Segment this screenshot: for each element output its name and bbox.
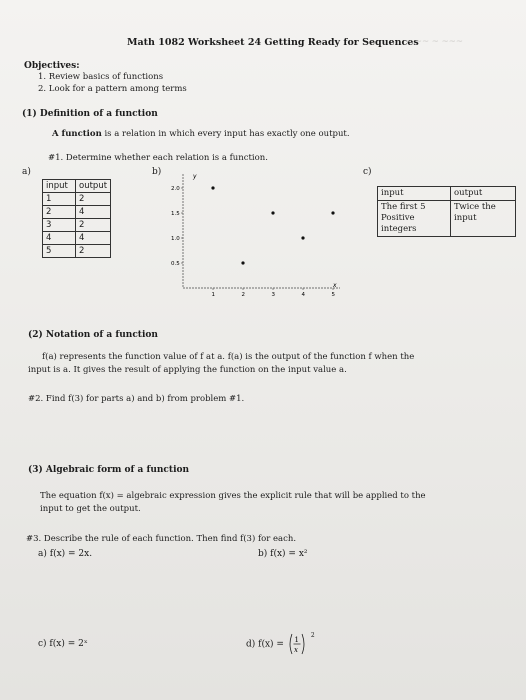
svg-text:x: x (293, 646, 298, 654)
graph-x-tick-label: 2 (241, 292, 245, 298)
section-1-heading: (1) Definition of a function (22, 109, 158, 119)
relation-table-c (377, 186, 516, 237)
bleed-through-text: ~ ~~ ~ ~~~ (405, 37, 463, 47)
notation-line-1: f(a) represents the function value of f at a. f(a) is the output of the function f when the (42, 352, 415, 362)
graph-data-point (241, 261, 244, 264)
table-a-header-output: output (76, 180, 111, 193)
table-c-output-cell (451, 201, 516, 237)
table-c-input-line: Positive (381, 213, 415, 223)
algebraic-line-1: The equation f(x) = algebraic expression gives the explicit rule that will be applied to the (40, 491, 426, 501)
graph-data-point (211, 186, 214, 189)
table-c-output-line: input (454, 213, 477, 223)
table-a-row (43, 219, 111, 232)
table-a-input-cell: 1 (43, 193, 76, 206)
graph-x-tick-label: 1 (211, 292, 215, 298)
function-term: A function (52, 129, 102, 139)
part-a-label: a) (22, 167, 31, 177)
graph-x-tick-label: 5 (331, 292, 335, 298)
table-a-header-input: input (43, 180, 76, 193)
graph-data-point (331, 211, 334, 214)
table-a-row (43, 193, 111, 206)
problem-2-prompt: #2. Find f(3) for parts a) and b) from problem #1. (28, 394, 245, 404)
algebraic-line-2: input to get the output. (40, 504, 141, 514)
notation-line-2: input is a. It gives the result of applying the function on the input value a. (28, 365, 347, 375)
table-c-output-line: Twice the (454, 202, 496, 212)
table-a-input-cell: 5 (43, 245, 76, 258)
table-c-input-line: The first 5 (381, 202, 426, 212)
relation-graph-b (165, 170, 345, 300)
section-3-heading: (3) Algebraic form of a function (28, 465, 190, 475)
problem-3c: c) f(x) = 2ˣ (38, 639, 88, 649)
section-2-heading: (2) Notation of a function (28, 330, 158, 340)
graph-y-tick-label: 1.0 (171, 236, 180, 242)
graph-y-tick-label: 1.5 (171, 211, 180, 217)
problem-3b: b) f(x) = x² (258, 549, 308, 559)
problem-3d (246, 633, 315, 655)
table-c-input-line: integers (381, 224, 417, 234)
graph-x-axis-label: x (333, 282, 337, 289)
graph-x-tick-label: 4 (301, 292, 305, 298)
svg-text:1: 1 (294, 636, 299, 644)
problem-3d-prefix: d) f(x) = (246, 639, 287, 650)
graph-data-point (271, 211, 274, 214)
table-a-row (43, 232, 111, 245)
graph-y-tick-label: 2.0 (171, 186, 180, 192)
table-a-output-cell: 2 (76, 193, 111, 206)
table-a-input-cell: 3 (43, 219, 76, 232)
function-definition (52, 129, 350, 139)
graph-y-axis-label: y (193, 173, 197, 180)
table-a-output-cell: 2 (76, 245, 111, 258)
problem-3d-fraction (287, 633, 311, 655)
table-a-output-cell: 4 (76, 206, 111, 219)
table-a-input-cell: 2 (43, 206, 76, 219)
table-c-header-input: input (378, 187, 451, 201)
objectives-heading: Objectives: (24, 61, 80, 71)
objective-item-1: 1. Review basics of functions (38, 72, 164, 82)
problem-1-prompt: #1. Determine whether each relation is a function. (48, 153, 268, 163)
table-a-row (43, 206, 111, 219)
worksheet-title: Math 1082 Worksheet 24 Getting Ready for Sequences (127, 37, 419, 48)
table-a-output-cell: 4 (76, 232, 111, 245)
table-a-input-cell: 4 (43, 232, 76, 245)
table-a-row (43, 245, 111, 258)
problem-3a: a) f(x) = 2x. (38, 549, 93, 559)
table-a-output-cell: 2 (76, 219, 111, 232)
graph-data-point (301, 236, 304, 239)
problem-3d-exponent: 2 (310, 631, 315, 639)
table-c-input-cell (378, 201, 451, 237)
table-c-header-output: output (451, 187, 516, 201)
problem-3-prompt: #3. Describe the rule of each function. Then find f(3) for each. (26, 534, 297, 544)
part-b-label: b) (152, 167, 162, 177)
relation-table-a (42, 179, 111, 258)
graph-x-tick-label: 3 (271, 292, 275, 298)
objective-item-2: 2. Look for a pattern among terms (38, 84, 187, 94)
graph-y-tick-label: 0.5 (171, 261, 180, 267)
function-definition-rest: is a relation in which every input has exactly one output. (101, 129, 350, 139)
part-c-label: c) (363, 167, 372, 177)
